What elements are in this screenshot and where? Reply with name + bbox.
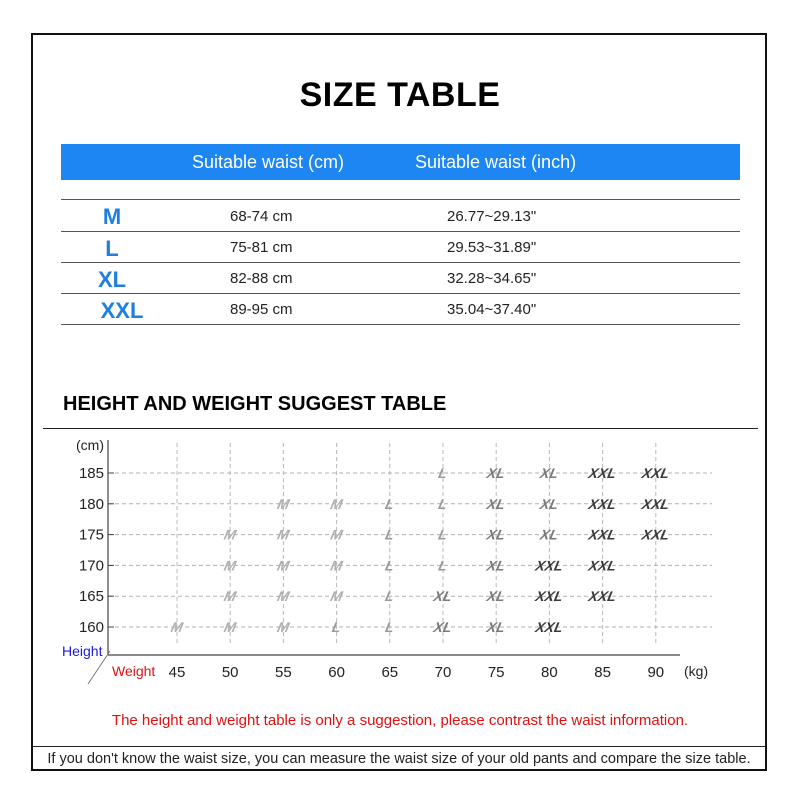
size-cell-l: L xyxy=(330,619,343,635)
x-tick-label: 50 xyxy=(221,664,239,681)
size-cell-m: M xyxy=(275,495,291,512)
y-tick-label: 170 xyxy=(78,557,104,575)
size-cell-m: M xyxy=(275,526,291,543)
size-cell-m: M xyxy=(275,619,291,635)
header-waist-inch: Suitable waist (inch) xyxy=(415,152,577,172)
size-cell-m: M xyxy=(275,557,291,574)
suggestion-note: The height and weight table is only a suggestion, please contrast the waist information. xyxy=(111,712,689,729)
x-tick-label: 65 xyxy=(381,664,399,681)
x-tick-label: 85 xyxy=(594,664,611,681)
x-axis-title: Weight xyxy=(112,663,156,679)
size-cell-xl: XL xyxy=(485,557,507,574)
size-cell-xl: XL xyxy=(485,619,507,635)
waist-cm-value: 68-74 cm xyxy=(230,208,293,225)
size-cell-xl: XL xyxy=(485,465,507,481)
waist-cm-value: 82-88 cm xyxy=(230,270,293,287)
x-tick-label: 55 xyxy=(275,664,292,681)
y-axis-title: Height xyxy=(62,643,103,659)
y-unit-label: (cm) xyxy=(76,437,104,453)
waist-inch-value: 26.77~29.13" xyxy=(447,208,537,225)
size-cell-l: L xyxy=(383,588,396,605)
size-cell-xxl: XXL xyxy=(640,495,672,512)
waist-cm-value: 75-81 cm xyxy=(230,239,293,256)
x-tick-label: 60 xyxy=(328,664,345,681)
x-tick-label: 45 xyxy=(168,664,186,681)
size-cell-l: L xyxy=(383,526,396,543)
size-cell-xl: XL xyxy=(538,495,561,512)
size-cell-xl: XL xyxy=(485,495,507,512)
page-title: SIZE TABLE xyxy=(299,76,501,114)
size-cell-l: L xyxy=(437,465,449,481)
y-tick-label: 175 xyxy=(78,526,104,544)
size-cell-m: M xyxy=(222,588,238,605)
size-cell-m: M xyxy=(329,526,345,543)
size-cell-xxl: XXL xyxy=(640,465,672,481)
x-tick-label: 90 xyxy=(647,664,665,681)
size-cell-xxl: XXL xyxy=(534,557,565,574)
waist-inch-value: 35.04~37.40" xyxy=(447,301,537,318)
x-tick-label: 70 xyxy=(434,664,452,681)
y-tick-label: 185 xyxy=(78,465,104,482)
size-label: L xyxy=(105,236,119,261)
size-cell-m: M xyxy=(329,557,345,574)
size-cell-xxl: XXL xyxy=(587,557,618,574)
size-cell-xl: XL xyxy=(485,588,507,605)
size-cell-l: L xyxy=(437,557,449,574)
waist-inch-value: 32.28~34.65" xyxy=(447,270,537,287)
size-cell-xl: XL xyxy=(432,619,454,635)
waist-cm-value: 89-95 cm xyxy=(230,301,293,318)
size-cell-l: L xyxy=(383,495,396,512)
size-cell-l: L xyxy=(437,495,449,512)
x-tick-label: 75 xyxy=(487,664,505,681)
measure-note: If you don't know the waist size, you can measure the waist size of your old pants and compare the size table. xyxy=(33,746,765,771)
height-weight-title: HEIGHT AND WEIGHT SUGGEST TABLE xyxy=(63,393,447,415)
size-cell-l: L xyxy=(383,619,396,635)
size-label: XL xyxy=(97,267,127,292)
size-cell-xl: XL xyxy=(485,526,507,543)
size-cell-xxl: XXL xyxy=(587,588,618,605)
y-tick-label: 160 xyxy=(78,619,104,636)
header-waist-cm: Suitable waist (cm) xyxy=(192,152,345,172)
size-cell-l: L xyxy=(383,557,396,574)
y-tick-label: 180 xyxy=(78,495,104,513)
x-unit-label: (kg) xyxy=(684,663,709,679)
x-tick-label: 80 xyxy=(541,664,558,681)
size-cell-xxl: XXL xyxy=(534,588,565,605)
size-cell-xl: XL xyxy=(538,465,561,481)
size-cell-m: M xyxy=(222,619,238,635)
waist-inch-value: 29.53~31.89" xyxy=(447,239,537,256)
size-cell-m: M xyxy=(222,526,238,543)
size-cell-xl: XL xyxy=(432,588,454,605)
size-cell-xxl: XXL xyxy=(640,526,672,543)
y-tick-label: 165 xyxy=(78,588,104,606)
size-cell-xl: XL xyxy=(538,526,561,543)
size-label: M xyxy=(102,204,122,229)
size-cell-xxl: XXL xyxy=(534,619,565,635)
size-cell-xxl: XXL xyxy=(587,465,618,481)
size-label: XXL xyxy=(100,298,144,323)
size-cell-xxl: XXL xyxy=(587,526,618,543)
size-cell-l: L xyxy=(437,526,449,543)
size-cell-m: M xyxy=(222,557,238,574)
size-cell-m: M xyxy=(329,495,345,512)
size-cell-m: M xyxy=(169,619,185,635)
size-cell-m: M xyxy=(275,588,291,605)
size-cell-xxl: XXL xyxy=(587,495,618,512)
size-cell-m: M xyxy=(329,588,345,605)
